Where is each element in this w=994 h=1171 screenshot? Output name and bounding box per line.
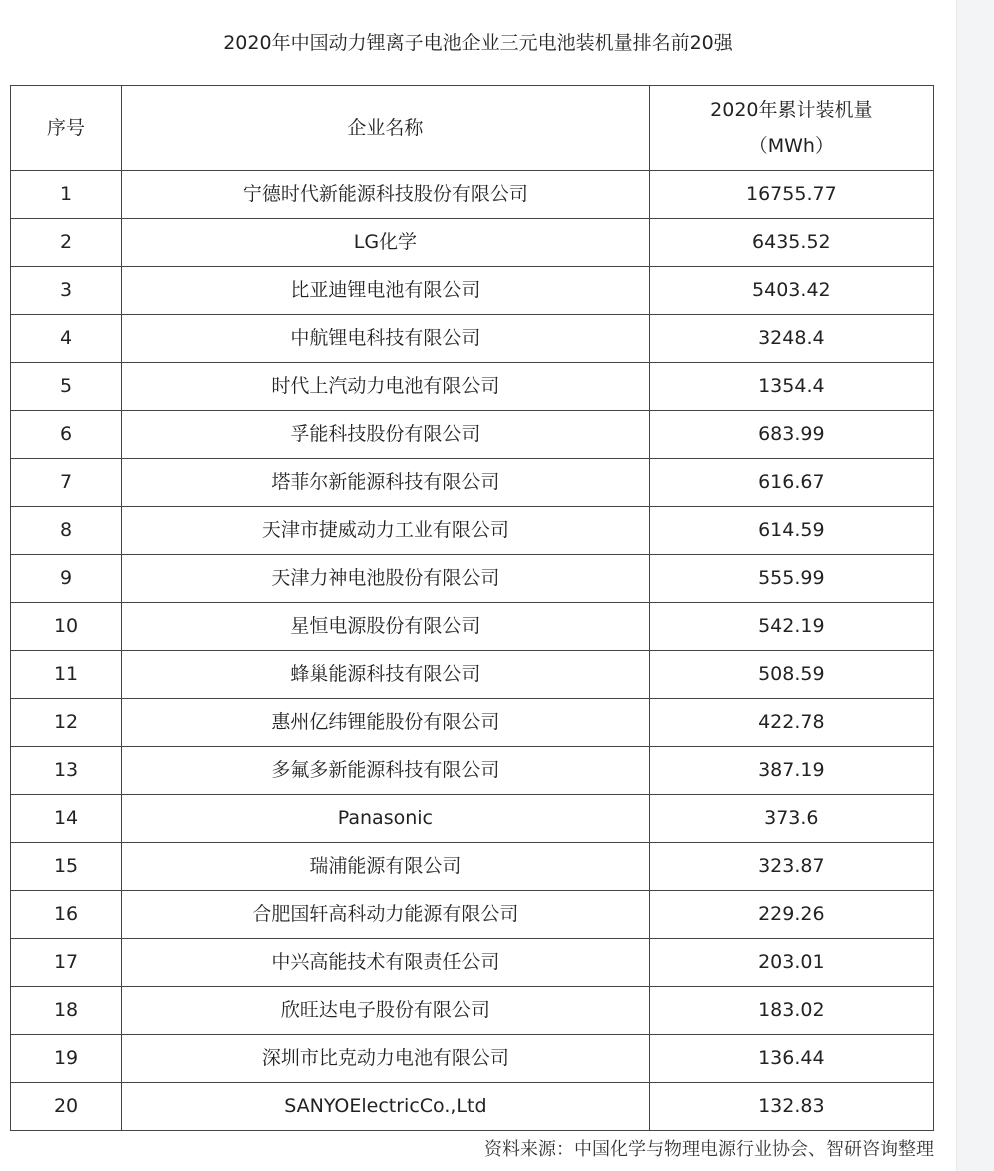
row-index-cell: 12 — [11, 699, 122, 747]
row-capacity-cell: 3248.4 — [649, 315, 933, 363]
row-index-cell: 20 — [11, 1083, 122, 1131]
row-company-cell: 深圳市比克动力电池有限公司 — [122, 1035, 650, 1083]
row-capacity-cell: 6435.52 — [649, 219, 933, 267]
table-row — [11, 411, 934, 459]
page-side-panel — [956, 0, 994, 1171]
table-row — [11, 843, 934, 891]
table-row — [11, 987, 934, 1035]
table-row — [11, 603, 934, 651]
row-capacity-cell: 16755.77 — [649, 171, 933, 219]
row-capacity-cell: 183.02 — [649, 987, 933, 1035]
header-company-name: 企业名称 — [122, 86, 650, 171]
row-company-cell: 塔菲尔新能源科技有限公司 — [122, 459, 650, 507]
header-capacity-unit: （MWh） — [748, 135, 834, 157]
row-company-cell: SANYOElectricCo.,Ltd — [122, 1083, 650, 1131]
row-index-cell: 17 — [11, 939, 122, 987]
table-row — [11, 219, 934, 267]
table-row — [11, 267, 934, 315]
source-note: 资料来源：中国化学与物理电源行业协会、智研咨询整理 — [484, 1139, 934, 1160]
row-index-cell: 3 — [11, 267, 122, 315]
row-company-cell: Panasonic — [122, 795, 650, 843]
row-company-cell: 多氟多新能源科技有限公司 — [122, 747, 650, 795]
row-capacity-cell: 542.19 — [649, 603, 933, 651]
row-capacity-cell: 136.44 — [649, 1035, 933, 1083]
table-row — [11, 891, 934, 939]
row-index-cell: 1 — [11, 171, 122, 219]
row-capacity-cell: 555.99 — [649, 555, 933, 603]
row-capacity-cell: 229.26 — [649, 891, 933, 939]
row-index-cell: 9 — [11, 555, 122, 603]
row-capacity-cell: 5403.42 — [649, 267, 933, 315]
row-index-cell: 2 — [11, 219, 122, 267]
header-index: 序号 — [11, 86, 122, 171]
table-row — [11, 459, 934, 507]
table-row — [11, 795, 934, 843]
row-company-cell: 宁德时代新能源科技股份有限公司 — [122, 171, 650, 219]
side-panel-divider — [956, 0, 957, 1171]
row-capacity-cell: 683.99 — [649, 411, 933, 459]
row-capacity-cell: 203.01 — [649, 939, 933, 987]
row-capacity-cell: 323.87 — [649, 843, 933, 891]
row-company-cell: 瑞浦能源有限公司 — [122, 843, 650, 891]
row-company-cell: 中航锂电科技有限公司 — [122, 315, 650, 363]
table-row — [11, 363, 934, 411]
row-index-cell: 7 — [11, 459, 122, 507]
row-capacity-cell: 422.78 — [649, 699, 933, 747]
header-row — [11, 86, 934, 171]
page-title: 2020年中国动力锂离子电池企业三元电池装机量排名前20强 — [223, 32, 733, 54]
table-row — [11, 1035, 934, 1083]
row-capacity-cell: 508.59 — [649, 651, 933, 699]
ranking-table — [10, 85, 934, 1131]
row-index-cell: 14 — [11, 795, 122, 843]
row-index-cell: 8 — [11, 507, 122, 555]
row-company-cell: 时代上汽动力电池有限公司 — [122, 363, 650, 411]
table-row — [11, 315, 934, 363]
table-row — [11, 171, 934, 219]
row-index-cell: 16 — [11, 891, 122, 939]
table-row — [11, 651, 934, 699]
row-index-cell: 18 — [11, 987, 122, 1035]
row-company-cell: 孚能科技股份有限公司 — [122, 411, 650, 459]
row-company-cell: 比亚迪锂电池有限公司 — [122, 267, 650, 315]
row-company-cell: 星恒电源股份有限公司 — [122, 603, 650, 651]
row-company-cell: LG化学 — [122, 219, 650, 267]
header-installed-capacity — [649, 86, 933, 171]
table-row — [11, 1083, 934, 1131]
table-row — [11, 507, 934, 555]
row-index-cell: 13 — [11, 747, 122, 795]
row-index-cell: 15 — [11, 843, 122, 891]
row-capacity-cell: 373.6 — [649, 795, 933, 843]
row-company-cell: 惠州亿纬锂能股份有限公司 — [122, 699, 650, 747]
row-index-cell: 19 — [11, 1035, 122, 1083]
row-capacity-cell: 387.19 — [649, 747, 933, 795]
row-index-cell: 10 — [11, 603, 122, 651]
row-company-cell: 天津市捷威动力工业有限公司 — [122, 507, 650, 555]
row-capacity-cell: 1354.4 — [649, 363, 933, 411]
row-index-cell: 4 — [11, 315, 122, 363]
row-company-cell: 合肥国轩高科动力能源有限公司 — [122, 891, 650, 939]
row-capacity-cell: 132.83 — [649, 1083, 933, 1131]
table-header — [11, 86, 934, 171]
row-capacity-cell: 616.67 — [649, 459, 933, 507]
header-capacity-label: 2020年累计装机量 — [710, 99, 873, 121]
row-index-cell: 5 — [11, 363, 122, 411]
row-company-cell: 天津力神电池股份有限公司 — [122, 555, 650, 603]
table-row — [11, 939, 934, 987]
row-company-cell: 蜂巢能源科技有限公司 — [122, 651, 650, 699]
row-index-cell: 11 — [11, 651, 122, 699]
table-row — [11, 699, 934, 747]
table-row — [11, 747, 934, 795]
row-company-cell: 中兴高能技术有限责任公司 — [122, 939, 650, 987]
row-capacity-cell: 614.59 — [649, 507, 933, 555]
table-row — [11, 555, 934, 603]
row-index-cell: 6 — [11, 411, 122, 459]
table-body — [11, 171, 934, 1131]
row-company-cell: 欣旺达电子股份有限公司 — [122, 987, 650, 1035]
